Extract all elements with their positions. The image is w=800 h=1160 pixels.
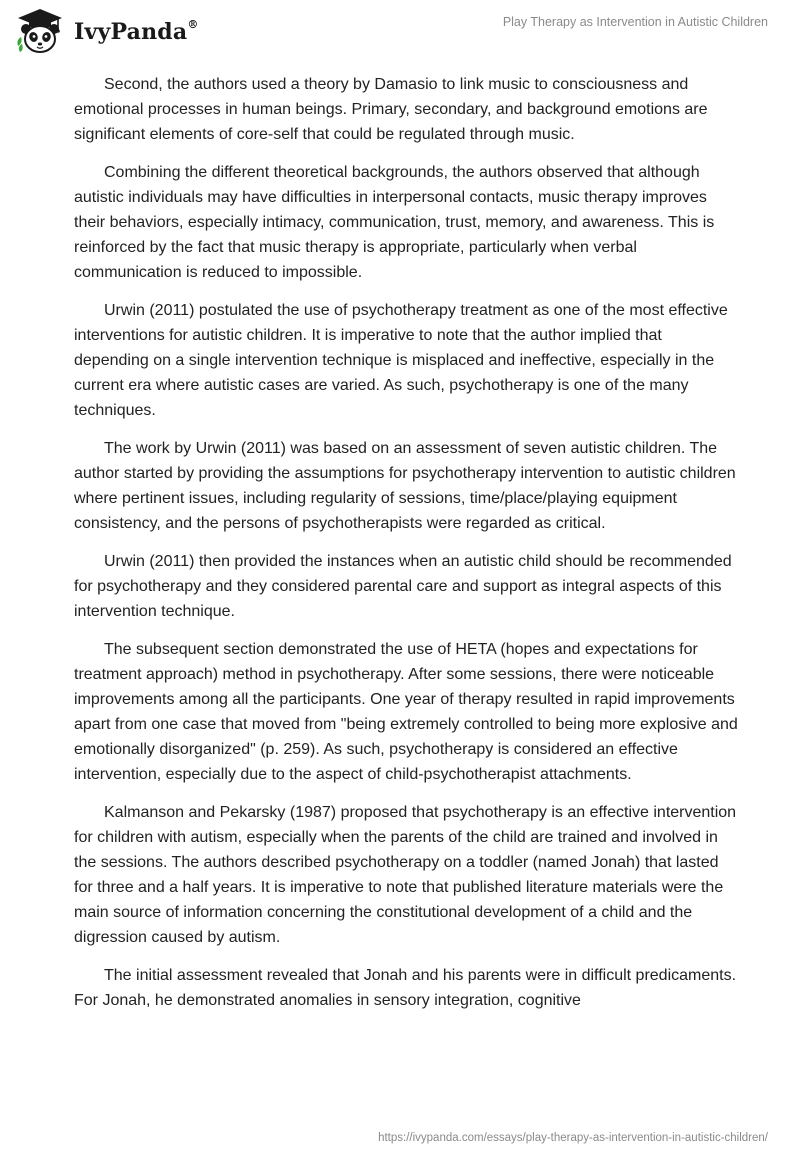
paragraph: Urwin (2011) then provided the instances when an autistic child should be recommended for psychotherapy and they considered parental care and support as integral aspects of this intervention technique. [74,553,732,620]
brand-logo[interactable] [14,6,199,58]
paragraph: Combining the different theoretical backgrounds, the authors observed that although autistic individuals may have difficulties in interpersonal contacts, music therapy improves their behaviors, especially intimacy, communication, trust, memory, and awareness. This is reinforced by the fact that music therapy is appropriate, particularly when verbal communication is reduced to impossible. [74,164,715,281]
paragraph: The subsequent section demonstrated the use of HETA (hopes and expectations for treatment approach) method in psychotherapy. After some sessions, there were noticeable improvements among all the participants. One year of therapy resulted in rapid improvements apart from one case that moved from "being extremely controlled to being more explosive and emotionally disorganized" (p. 259). As such, psychotherapy is considered an effective intervention, especially due to the aspect of child-psychotherapist attachments. [74,641,738,783]
panda-graduate-icon [14,6,66,58]
paragraph: Urwin (2011) postulated the use of psychotherapy treatment as one of the most effective interventions for autistic children. It is imperative to note that the author implied that depending on a single intervention technique is misplaced and ineffective, especially in the current era where autistic cases are varied. As such, psychotherapy is one of the many techniques. [74,302,728,419]
essay-body [74,72,738,1026]
paragraph: The initial assessment revealed that Jonah and his parents were in difficult predicaments. For Jonah, he demonstrated anomalies in sensory integration, cognitive [74,967,737,1009]
paragraph: Second, the authors used a theory by Damasio to link music to consciousness and emotional processes in human beings. Primary, secondary, and background emotions are significant elements of core-self that could be regulated through music. [74,76,708,143]
paragraph: Kalmanson and Pekarsky (1987) proposed that psychotherapy is an effective intervention for children with autism, especially when the parents of the child are trained and involved in the sessions. The authors described psychotherapy on a toddler (named Jonah) that lasted for three and a half years. It is imperative to note that published literature materials were the main source of information concerning the constitutional development of a child and the digression caused by autism. [74,804,737,946]
source-url[interactable]: https://ivypanda.com/essays/play-therapy-as-intervention-in-autistic-children/ [378,1132,768,1144]
document-title: Play Therapy as Intervention in Autistic Children [502,15,768,29]
paragraph: The work by Urwin (2011) was based on an assessment of seven autistic children. The author started by providing the assumptions for psychotherapy intervention to autistic children where pertinent issues, including regularity of sessions, time/place/playing equipment consistency, and the persons of psychotherapists were regarded as critical. [74,440,736,532]
brand-name: IvyPanda® [74,17,199,45]
page-header [0,0,800,68]
